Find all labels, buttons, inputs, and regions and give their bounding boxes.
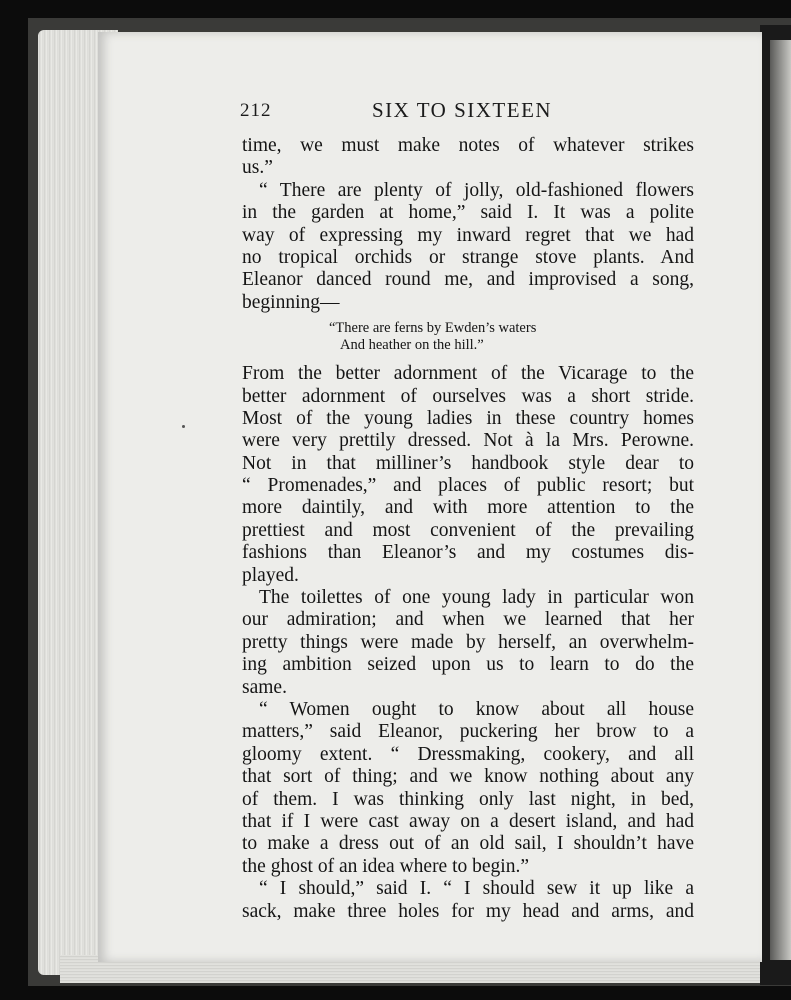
- text-line: that if I were cast away on a desert island, and had: [242, 810, 694, 832]
- text-line: way of expressing my inward regret that we had: [242, 224, 694, 246]
- text-line: fashions than Eleanor’s and my costumes dis-: [242, 542, 694, 564]
- text-line: beginning—: [242, 291, 340, 313]
- text-line: to make a dress out of an old sail, I shouldn’t have: [242, 833, 694, 855]
- text-line: sack, make three holes for my head and arms, and: [242, 900, 694, 922]
- text-line: time, we must make notes of whatever strikes: [242, 135, 694, 156]
- text-line: “ Women ought to know about all house: [259, 698, 694, 720]
- text-line: played.: [242, 564, 299, 586]
- text-line: in the garden at home,” said I. It was a polite: [242, 202, 694, 224]
- text-line: “ Promenades,” and places of public resort; but: [242, 475, 694, 497]
- text-line: that sort of thing; and we know nothing about any: [242, 766, 694, 788]
- text-line: no tropical orchids or strange stove plants. And: [242, 246, 694, 268]
- text-line: same.: [242, 676, 287, 698]
- text-line: gloomy extent. “ Dressmaking, cookery, and all: [242, 743, 694, 765]
- verse-line: “There are ferns by Ewden’s waters: [329, 320, 537, 337]
- text-line: us.”: [242, 157, 273, 179]
- text-line: matters,” said Eleanor, puckering her brow to a: [242, 721, 694, 743]
- text-line: The toilettes of one young lady in particular won: [259, 587, 694, 609]
- text-line: pretty things were made by herself, an overwhelm-: [242, 631, 694, 653]
- facing-page-edge: [770, 40, 791, 960]
- text-line: From the better adornment of the Vicarage to the: [242, 363, 694, 385]
- text-line: the ghost of an idea where to begin.”: [242, 855, 529, 877]
- text-line: our admiration; and when we learned that her: [242, 609, 694, 631]
- text-line: better adornment of ourselves was a short stride.: [242, 385, 694, 407]
- page-header: [240, 100, 694, 130]
- text-line: prettiest and most convenient of the prevailing: [242, 519, 694, 541]
- text-line: Most of the young ladies in these country homes: [242, 407, 694, 429]
- text-line: “ I should,” said I. “ I should sew it up like a: [259, 878, 694, 900]
- text-line: Eleanor danced round me, and improvised a song,: [242, 269, 694, 291]
- verse-line: And heather on the hill.”: [340, 337, 484, 354]
- text-line: ing ambition seized upon us to learn to do the: [242, 654, 694, 676]
- text-line: Not in that milliner’s handbook style dear to: [242, 452, 694, 474]
- text-line: were very prettily dressed. Not à la Mrs. Perowne.: [242, 430, 694, 452]
- page-mark: [182, 425, 185, 428]
- page-number: 212: [240, 100, 272, 121]
- running-title: SIX TO SIXTEEN: [372, 98, 553, 122]
- text-line: more daintily, and with more attention to the: [242, 497, 694, 519]
- text-line: “ There are plenty of jolly, old-fashioned flowers: [259, 179, 694, 201]
- body-text: [242, 135, 694, 923]
- text-line: of them. I was thinking only last night, in bed,: [242, 788, 694, 810]
